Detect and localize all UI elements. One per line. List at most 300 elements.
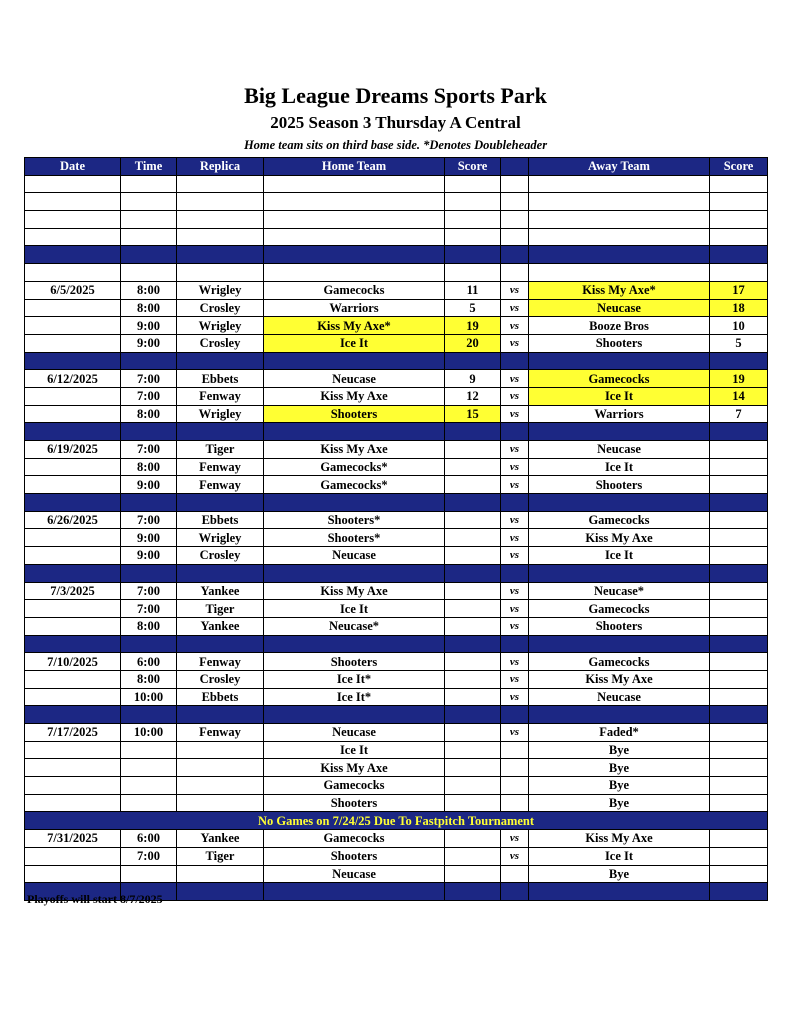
replica-cell: Ebbets: [177, 688, 264, 706]
replica-cell: Wrigley: [177, 405, 264, 423]
separator-cell: [445, 494, 501, 512]
time-cell: 6:00: [121, 830, 177, 848]
time-cell: 7:00: [121, 387, 177, 405]
replica-cell: Tiger: [177, 847, 264, 865]
separator-cell: [710, 423, 768, 441]
away-team-cell: Neucase: [529, 688, 710, 706]
replica-cell: [177, 211, 264, 229]
away-team-cell: Kiss My Axe*: [529, 281, 710, 299]
time-cell: [121, 777, 177, 795]
time-cell: [121, 794, 177, 812]
away-score-cell: [710, 794, 768, 812]
home-score-cell: [445, 688, 501, 706]
replica-cell: Fenway: [177, 387, 264, 405]
separator-cell: [445, 635, 501, 653]
home-team-cell: Gamecocks: [264, 830, 445, 848]
separator-cell: [710, 494, 768, 512]
date-cell: [25, 458, 121, 476]
vs-cell: [501, 794, 529, 812]
home-team-cell: Ice It*: [264, 670, 445, 688]
home-score-cell: 12: [445, 387, 501, 405]
time-cell: 7:00: [121, 847, 177, 865]
separator-cell: [121, 423, 177, 441]
vs-cell: vs: [501, 441, 529, 459]
home-team-cell: Shooters: [264, 847, 445, 865]
replica-cell: Crosley: [177, 299, 264, 317]
away-team-cell: Bye: [529, 794, 710, 812]
home-team-cell: [264, 193, 445, 211]
home-score-cell: [445, 476, 501, 494]
game-row: [25, 476, 768, 494]
home-score-cell: [445, 847, 501, 865]
time-cell: 7:00: [121, 511, 177, 529]
game-row: [25, 458, 768, 476]
vs-cell: vs: [501, 529, 529, 547]
home-team-cell: Gamecocks: [264, 281, 445, 299]
col-home-team-header: Home Team: [264, 158, 445, 176]
home-score-cell: [445, 529, 501, 547]
separator-cell: [529, 423, 710, 441]
home-team-cell: Ice It: [264, 334, 445, 352]
vs-cell: vs: [501, 600, 529, 618]
game-row: [25, 617, 768, 635]
separator-cell: [177, 423, 264, 441]
replica-cell: Tiger: [177, 441, 264, 459]
vs-cell: vs: [501, 547, 529, 565]
separator-cell: [501, 706, 529, 724]
home-score-cell: [445, 175, 501, 193]
time-cell: [121, 175, 177, 193]
home-team-cell: Ice It: [264, 741, 445, 759]
away-score-cell: 5: [710, 334, 768, 352]
date-cell: [25, 264, 121, 282]
vs-cell: vs: [501, 830, 529, 848]
separator-cell: [25, 706, 121, 724]
playoffs-note: Playoffs will start 8/7/2025: [27, 892, 163, 906]
replica-cell: Crosley: [177, 670, 264, 688]
date-cell: 6/5/2025: [25, 281, 121, 299]
date-cell: [25, 688, 121, 706]
home-score-cell: 20: [445, 334, 501, 352]
time-cell: [121, 759, 177, 777]
away-team-cell: Bye: [529, 759, 710, 777]
away-team-cell: Bye: [529, 865, 710, 883]
game-row: [25, 759, 768, 777]
home-team-cell: Shooters: [264, 405, 445, 423]
separator-cell: [501, 352, 529, 370]
home-team-cell: [264, 264, 445, 282]
away-score-cell: [710, 228, 768, 246]
replica-cell: Crosley: [177, 547, 264, 565]
separator-cell: [264, 706, 445, 724]
away-score-cell: [710, 193, 768, 211]
home-score-cell: [445, 511, 501, 529]
time-cell: 8:00: [121, 458, 177, 476]
time-cell: 9:00: [121, 334, 177, 352]
away-team-cell: Kiss My Axe: [529, 529, 710, 547]
away-team-cell: Warriors: [529, 405, 710, 423]
home-team-cell: Gamecocks: [264, 777, 445, 795]
date-cell: [25, 741, 121, 759]
vs-cell: vs: [501, 458, 529, 476]
time-cell: 9:00: [121, 317, 177, 335]
separator-cell: [177, 352, 264, 370]
replica-cell: Ebbets: [177, 370, 264, 388]
no-games-notice: No Games on 7/24/25 Due To Fastpitch Tournament: [25, 812, 768, 830]
away-score-cell: [710, 441, 768, 459]
time-cell: 10:00: [121, 724, 177, 742]
game-row: [25, 724, 768, 742]
date-cell: [25, 193, 121, 211]
separator-cell: [25, 423, 121, 441]
separator-cell: [177, 883, 264, 901]
vs-cell: vs: [501, 724, 529, 742]
separator-cell: [445, 352, 501, 370]
col-replica-header: Replica: [177, 158, 264, 176]
away-score-cell: [710, 600, 768, 618]
date-cell: [25, 334, 121, 352]
vs-cell: vs: [501, 847, 529, 865]
separator-cell: [710, 564, 768, 582]
time-cell: 8:00: [121, 617, 177, 635]
separator-cell: [264, 246, 445, 264]
date-cell: 7/31/2025: [25, 830, 121, 848]
home-team-cell: Warriors: [264, 299, 445, 317]
separator-cell: [710, 883, 768, 901]
schedule-table: [24, 157, 768, 901]
separator-cell: [529, 706, 710, 724]
replica-cell: Wrigley: [177, 281, 264, 299]
separator-cell: [25, 494, 121, 512]
away-score-cell: [710, 724, 768, 742]
away-score-cell: [710, 865, 768, 883]
time-cell: 9:00: [121, 529, 177, 547]
away-score-cell: [710, 458, 768, 476]
home-score-cell: 19: [445, 317, 501, 335]
separator-cell: [710, 352, 768, 370]
home-score-cell: [445, 670, 501, 688]
page-title: Big League Dreams Sports Park: [244, 83, 547, 108]
vs-cell: [501, 264, 529, 282]
away-score-cell: [710, 175, 768, 193]
time-cell: [121, 211, 177, 229]
date-cell: [25, 387, 121, 405]
away-team-cell: [529, 211, 710, 229]
home-team-cell: [264, 175, 445, 193]
vs-cell: vs: [501, 281, 529, 299]
away-score-cell: [710, 759, 768, 777]
away-team-cell: Neucase: [529, 441, 710, 459]
vs-cell: vs: [501, 617, 529, 635]
col-time-header: Time: [121, 158, 177, 176]
time-cell: 7:00: [121, 370, 177, 388]
game-row: [25, 865, 768, 883]
replica-cell: [177, 264, 264, 282]
home-team-cell: Kiss My Axe: [264, 441, 445, 459]
time-cell: [121, 264, 177, 282]
replica-cell: Crosley: [177, 334, 264, 352]
col-vs-header: [501, 158, 529, 176]
time-cell: [121, 865, 177, 883]
vs-cell: vs: [501, 405, 529, 423]
date-cell: [25, 529, 121, 547]
vs-cell: vs: [501, 299, 529, 317]
game-row: [25, 387, 768, 405]
replica-cell: Wrigley: [177, 529, 264, 547]
col-away-team-header: Away Team: [529, 158, 710, 176]
time-cell: 9:00: [121, 476, 177, 494]
away-team-cell: Neucase*: [529, 582, 710, 600]
game-row: [25, 547, 768, 565]
away-score-cell: [710, 777, 768, 795]
separator-cell: [529, 883, 710, 901]
season-subtitle: 2025 Season 3 Thursday A Central: [270, 113, 521, 132]
game-row: [25, 228, 768, 246]
home-team-cell: Kiss My Axe*: [264, 317, 445, 335]
home-team-cell: Neucase: [264, 370, 445, 388]
date-cell: [25, 476, 121, 494]
separator-cell: [529, 494, 710, 512]
separator-cell: [264, 635, 445, 653]
header-row: [25, 158, 768, 176]
away-team-cell: Ice It: [529, 847, 710, 865]
away-team-cell: [529, 228, 710, 246]
time-cell: 6:00: [121, 653, 177, 671]
vs-cell: vs: [501, 476, 529, 494]
vs-cell: [501, 741, 529, 759]
away-score-cell: [710, 670, 768, 688]
separator-cell: [264, 494, 445, 512]
replica-cell: [177, 228, 264, 246]
away-team-cell: Booze Bros: [529, 317, 710, 335]
home-score-cell: [445, 759, 501, 777]
home-score-cell: [445, 794, 501, 812]
week-separator: [25, 352, 768, 370]
separator-cell: [121, 494, 177, 512]
home-score-cell: 11: [445, 281, 501, 299]
date-cell: 7/17/2025: [25, 724, 121, 742]
away-score-cell: [710, 529, 768, 547]
date-cell: [25, 617, 121, 635]
time-cell: [121, 193, 177, 211]
separator-cell: [121, 635, 177, 653]
game-row: [25, 741, 768, 759]
away-team-cell: Gamecocks: [529, 370, 710, 388]
time-cell: 8:00: [121, 405, 177, 423]
home-team-cell: Shooters: [264, 653, 445, 671]
replica-cell: Wrigley: [177, 317, 264, 335]
separator-cell: [501, 564, 529, 582]
game-row: [25, 582, 768, 600]
vs-cell: [501, 193, 529, 211]
home-team-cell: [264, 228, 445, 246]
away-score-cell: [710, 741, 768, 759]
date-cell: [25, 759, 121, 777]
game-row: [25, 211, 768, 229]
schedule-note: Home team sits on third base side. *Denotes Doubleheader: [243, 138, 548, 152]
home-score-cell: [445, 724, 501, 742]
away-team-cell: Bye: [529, 741, 710, 759]
time-cell: 8:00: [121, 281, 177, 299]
separator-cell: [121, 564, 177, 582]
home-score-cell: [445, 777, 501, 795]
separator-cell: [121, 246, 177, 264]
away-score-cell: 10: [710, 317, 768, 335]
away-score-cell: 18: [710, 299, 768, 317]
game-row: [25, 317, 768, 335]
separator-cell: [264, 423, 445, 441]
home-team-cell: Kiss My Axe: [264, 759, 445, 777]
game-row: [25, 405, 768, 423]
date-cell: [25, 847, 121, 865]
away-team-cell: Gamecocks: [529, 653, 710, 671]
away-score-cell: [710, 547, 768, 565]
week-separator: [25, 494, 768, 512]
home-team-cell: Shooters*: [264, 511, 445, 529]
replica-cell: [177, 794, 264, 812]
vs-cell: vs: [501, 317, 529, 335]
vs-cell: [501, 175, 529, 193]
separator-cell: [177, 564, 264, 582]
away-team-cell: Ice It: [529, 387, 710, 405]
home-score-cell: [445, 458, 501, 476]
game-row: [25, 688, 768, 706]
away-team-cell: Shooters: [529, 476, 710, 494]
vs-cell: [501, 865, 529, 883]
vs-cell: [501, 759, 529, 777]
away-score-cell: 17: [710, 281, 768, 299]
separator-cell: [121, 352, 177, 370]
replica-cell: Yankee: [177, 830, 264, 848]
away-score-cell: 14: [710, 387, 768, 405]
vs-cell: vs: [501, 387, 529, 405]
home-score-cell: [445, 830, 501, 848]
home-score-cell: 5: [445, 299, 501, 317]
replica-cell: Fenway: [177, 458, 264, 476]
home-team-cell: Ice It*: [264, 688, 445, 706]
date-cell: [25, 317, 121, 335]
game-row: [25, 511, 768, 529]
away-score-cell: [710, 847, 768, 865]
vs-cell: vs: [501, 511, 529, 529]
home-team-cell: Neucase: [264, 724, 445, 742]
away-score-cell: [710, 511, 768, 529]
separator-cell: [501, 423, 529, 441]
away-score-cell: 7: [710, 405, 768, 423]
away-team-cell: [529, 193, 710, 211]
separator-cell: [501, 635, 529, 653]
separator-cell: [25, 564, 121, 582]
away-score-cell: [710, 617, 768, 635]
home-score-cell: 9: [445, 370, 501, 388]
col-away-score-header: Score: [710, 158, 768, 176]
home-score-cell: [445, 193, 501, 211]
home-team-cell: Neucase*: [264, 617, 445, 635]
vs-cell: vs: [501, 688, 529, 706]
time-cell: 8:00: [121, 299, 177, 317]
notice-row: [25, 812, 768, 830]
game-row: [25, 529, 768, 547]
replica-cell: [177, 759, 264, 777]
away-team-cell: Bye: [529, 777, 710, 795]
home-team-cell: Gamecocks*: [264, 476, 445, 494]
home-team-cell: Kiss My Axe: [264, 582, 445, 600]
separator-cell: [25, 635, 121, 653]
home-score-cell: [445, 441, 501, 459]
separator-cell: [501, 883, 529, 901]
game-row: [25, 281, 768, 299]
replica-cell: Fenway: [177, 653, 264, 671]
time-cell: [121, 741, 177, 759]
home-team-cell: Neucase: [264, 547, 445, 565]
home-score-cell: [445, 582, 501, 600]
home-team-cell: Ice It: [264, 600, 445, 618]
away-team-cell: Kiss My Axe: [529, 830, 710, 848]
date-cell: [25, 865, 121, 883]
time-cell: 9:00: [121, 547, 177, 565]
date-cell: [25, 794, 121, 812]
away-score-cell: [710, 653, 768, 671]
away-team-cell: Shooters: [529, 334, 710, 352]
vs-cell: [501, 228, 529, 246]
home-score-cell: [445, 547, 501, 565]
game-row: [25, 441, 768, 459]
home-team-cell: Gamecocks*: [264, 458, 445, 476]
separator-cell: [501, 494, 529, 512]
replica-cell: [177, 865, 264, 883]
away-score-cell: [710, 211, 768, 229]
week-separator: [25, 564, 768, 582]
separator-cell: [445, 706, 501, 724]
week-separator: [25, 423, 768, 441]
date-cell: 6/19/2025: [25, 441, 121, 459]
separator-cell: [529, 246, 710, 264]
separator-cell: [445, 564, 501, 582]
home-score-cell: [445, 865, 501, 883]
date-cell: [25, 211, 121, 229]
away-team-cell: Neucase: [529, 299, 710, 317]
vs-cell: vs: [501, 582, 529, 600]
date-cell: [25, 175, 121, 193]
replica-cell: [177, 175, 264, 193]
replica-cell: Yankee: [177, 617, 264, 635]
vs-cell: [501, 211, 529, 229]
game-row: [25, 600, 768, 618]
away-team-cell: Kiss My Axe: [529, 670, 710, 688]
away-team-cell: Gamecocks: [529, 600, 710, 618]
time-cell: 7:00: [121, 441, 177, 459]
away-team-cell: Shooters: [529, 617, 710, 635]
separator-cell: [121, 706, 177, 724]
game-row: [25, 794, 768, 812]
home-score-cell: [445, 264, 501, 282]
col-home-score-header: Score: [445, 158, 501, 176]
replica-cell: Yankee: [177, 582, 264, 600]
separator-cell: [445, 883, 501, 901]
away-score-cell: [710, 582, 768, 600]
replica-cell: [177, 193, 264, 211]
away-score-cell: 19: [710, 370, 768, 388]
away-team-cell: [529, 175, 710, 193]
vs-cell: vs: [501, 370, 529, 388]
time-cell: 7:00: [121, 582, 177, 600]
home-score-cell: [445, 211, 501, 229]
game-row: [25, 175, 768, 193]
separator-cell: [710, 706, 768, 724]
game-row: [25, 670, 768, 688]
separator-cell: [264, 883, 445, 901]
away-score-cell: [710, 476, 768, 494]
